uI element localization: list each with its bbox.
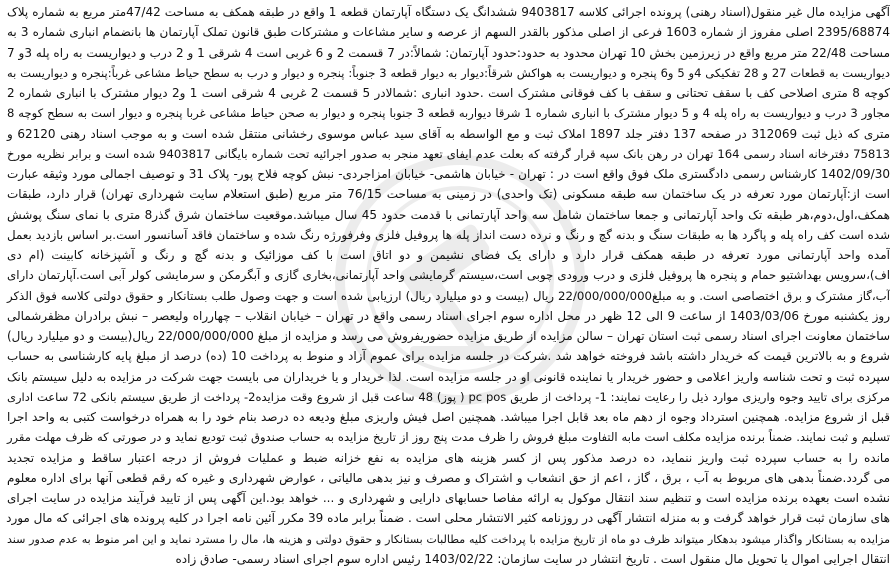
notice-line-text: آگهی مزایده مال غیر منقول(اسناد رهنی) پرونده اجرائی کلاسه 9403817 ششدانگ یک دستگاه آپارتمان قطعه 1 واقع در طبقه همکف به مساحت 47/42متر مربع به شماره پلاک xyxy=(7,5,890,19)
notice-line-text: های سازمان ثبت قرار خواهد گرفت و به منزله انتشار آگهی در روزنامه کثیر الانتشار محلی است . ضمناً برابر ماده 39 مکرر آئین نامه اجرا در کلیه پرونده های اجرائی که مال مورد xyxy=(6,511,890,526)
notice-line xyxy=(6,124,890,144)
notice-line-text: دیواریست به قطعات 27 و 28 تفکیکی 4و 5 و6 پنجره و دیواریست به هواکش شرقاً:دیوار به دیوار قطعه 3 جنوباً: پنجره و دیوار و درب به سطح حیاط مشاعی غرباً:پنجره و دیواریست به xyxy=(7,65,890,80)
notice-line-text: آب،گاز مشترک و برق اختصاصی است. و به مبلغ22/000/000/000 ریال (بیست و دو میلیارد ریال) ارزیابی شده است و جهت وصول طلب بستانکار و حقوق دولتی کلاسه فوق الذکر xyxy=(7,288,890,303)
notice-line xyxy=(6,387,890,407)
notice-line xyxy=(6,184,890,204)
notice-line-text: شده است کف راه پله و پاگرد ها به طبقات سنگ و بدنه گچ و رنگ و نرده دست انداز پله ها پروفیل فلزی وفرفورژه رنگ شده و ساختمان فاقد آسانسور است.بر اساس بازدید بعمل xyxy=(7,227,890,242)
notice-line xyxy=(6,103,890,123)
notice-last-line xyxy=(6,549,890,569)
notice-line xyxy=(6,83,890,103)
notice-line-text: 2395/68874 اصلی مفروز از شماره 1603 فرعی از اصلی مذکور بالقدر السهم از عرصه و سایر مشاعات و مشترکات طبق قانون تملک آپارتمان ها بانضمام انباری شماره 3 به xyxy=(6,25,890,40)
notice-line-text: روز یکشنبه مورخ 1403/03/06 از ساعت 9 الی 12 ظهر در محل اداره سوم اجرای اسناد رسمی واقع در تهران – خیابان انقلاب – چهارراه ولیعصر – نبش برادران مظفرشمالی xyxy=(7,308,890,323)
notice-line-text: متری که ذیل ثبت 312069 در صفحه 137 دفتر جلد 1897 املاک ثبت و مع الواسطه به آقای سید عباس موسوی رخشانی منتقل شده است و به موجب اسناد رهنی 62120 و xyxy=(7,126,890,141)
notice-line xyxy=(6,508,890,528)
notice-line-text: سپرده ثبت و تحت شناسه واریز اعلامی و حضور خریدار یا نماینده قانونی او در جلسه مزایده است. لذا خریدار و یا خریداران می بایست جهت شرکت در مزایده به دلیل سیستم بانک xyxy=(7,369,890,384)
notice-line xyxy=(6,306,890,326)
notice-line xyxy=(6,63,890,83)
notice-line-text: مزایده به بستانکار واگذار میشود بدهکار میتواند ظرف دو ماه از تاریخ مزایده با پرداخت کلیه مطالبات بستانکار و حقوق دولتی و هزینه ها، مال را مسترد نماید و این امر منوط به عدم صدور سند xyxy=(7,532,890,546)
notice-line xyxy=(6,245,890,265)
notice-line-text: انتقال اجرایی اموال یا تحویل مال منقول است . تاریخ انتشار در سایت سازمان: 1403/02/22 رئیس اداره سوم اجرای اسناد رسمی- صادق زاده xyxy=(175,551,890,566)
notice-line xyxy=(6,286,890,306)
notice-line-text: ساختمان معاونت اجرای اسناد رسمی ثبت استان تهران – سالن مزایده از طریق مزایده حضوریفروش می رسد و مزایده از مبلغ 22/000/000/000 ریال(بیست و دو میلیارد ریال) xyxy=(7,329,890,343)
notice-line xyxy=(6,326,890,346)
auction-notice-text xyxy=(6,2,890,569)
notice-line-text: شروع و به بالاترین قیمت که خریدار داشته باشد فروخته خواهد شد .شرکت در جلسه مزایده برای عموم آزاد و منوط به پرداخت 10 (ده) درصد از مبلغ پایه کارشناسی به حساب xyxy=(6,349,890,364)
notice-line-text: مجاور 3 درب و دیواریست به راه پله 4 و 5 دیوار مشترک با انباری شماره 1 شرقا دیواربه قطعه 3 جنوبا پنجره و دیوار به صحن حیاط مشاعی غربا پنجره و دیوار است به سطح کوچه 8 xyxy=(6,106,890,121)
notice-line xyxy=(6,2,890,22)
notice-line-text: مساحت 22/48 متر مربع واقع در زیرزمین بخش 10 تهران محدود به حدود:حدود آپارتمان: شمالاً:در 7 قسمت 2 و 6 غربی است 4 شرقی 1 و 2 درب و دیواریست به راه پله 3و 7 xyxy=(7,45,890,60)
notice-line xyxy=(6,43,890,63)
notice-line xyxy=(6,346,890,366)
notice-line xyxy=(6,265,890,285)
notice-line xyxy=(6,407,890,427)
notice-line xyxy=(6,22,890,42)
notice-line-text: آمده واحد آپارتمانی مورد تعرفه در طبقه همکف قرار دارد و دارای یک فضای نشیمن و دو اتاق است با کف موزائیک و بدنه گچ و رنگ و آشپزخانه کابینت (ام دی xyxy=(6,248,890,262)
notice-line xyxy=(6,448,890,468)
notice-line xyxy=(6,144,890,164)
notice-line xyxy=(6,529,890,549)
notice-line-text: مانده را به حساب سپرده ثبت واریز ننماید، ده درصد مذکور پس از کسر هزینه های مزایده به نفع خزانه ضبط و عملیات فروش از درجه اعتبار ساقط و مزایده تجدید xyxy=(7,450,890,465)
notice-line-text: است از:آپارتمان مورد تعرفه در یک ساختمان سه طبقه مسکونی (تک واحدی) در زمینی به مساحت 76/15 متر مربع (طبق استعلام سایت شهرداری تهران) قرار دارد، طبقات xyxy=(7,187,890,202)
notice-line xyxy=(6,205,890,225)
notice-line-text: تسلیم و ثبت نمایند. ضمناً برنده مزایده مکلف است مابه التفاوت مبلغ فروش را ظرف مدت پنج روز از تاریخ مزایده به حساب صندوق ثبت تودیع نماید و در صورتی که ظرف مهلت مقرر xyxy=(6,430,890,445)
notice-line-text: 75813 دفترخانه اسناد رسمی 164 تهران در رهن بانک سپه قرار گرفته که بعلت عدم ایفای تعهد منجر به صدور اجرائیه تحت شماره بایگانی 9403817 شده است و برابر نظریه مورخ xyxy=(6,146,890,161)
notice-line xyxy=(6,468,890,488)
notice-line-text: می گردد.ضمناً بدهی های مربوط به آب ، برق ، گاز ، اعم از حق انشعاب و اشتراک و مصرف و نیز بدهی مالیاتی ، عوارض شهرداری و غیره که رقم قطعی آنها برای اداره معلوم xyxy=(7,470,890,485)
notice-line-text: کوچه 8 متری اصلاحی کف با سقف تحتانی و سقف با کف فوقانی مشترک است .حدود انباری :شمالادر 5 قسمت 2 غربی 4 شرقی است 1 و2 دیوار مشترک با انباری شماره 2 xyxy=(6,86,890,100)
notice-line-text: قبل از شروع مزایده. همچنین استرداد وجوه از دهم ماه بعد قابل اجرا میباشد. همچنین اصل فیش واریزی مبلغ ودیعه ده درصد بنام خود را به همراه درخواست کتبی به واحد اجرا xyxy=(7,410,890,424)
notice-line-text: همکف،اول،دوم،هر طبقه تک واحد آپارتمانی و جمعا ساختمان شامل سه واحد آپارتمانی با قدمت حدود 45 سال میباشد.موقعیت ساختمان شرق گذر8 متری با نمای سنگ پوشش xyxy=(6,207,890,222)
notice-line xyxy=(6,427,890,447)
notice-line xyxy=(6,225,890,245)
notice-line xyxy=(6,488,890,508)
notice-line-text: مرکزی برای تایید وجوه واریزی موارد ذیل را رعایت نمایند: 1- پرداخت از طریق pc pos ( پوز) 48 ساعت قبل از شروع وقت مزایده2- پرداخت از طریق سیستم بانکی 72 ساعت اداری xyxy=(7,389,890,404)
notice-line xyxy=(6,164,890,184)
notice-line xyxy=(6,367,890,387)
notice-line-text: اف)،سرویس بهداشتیو حمام و پنجره ها پروفیل فلزی و درب ورودی چوبی است،سیستم گرمایشی واحد آپارتمانی،بخاری گازی و آبگرمکن و سرمایشی کولر آبی است.آپارتمان دارای xyxy=(6,268,890,283)
notice-line-text: نشده است بعهده برنده مزایده است و تنظیم سند انتقال موکول به ارائه مفاصا حسابهای دارایی و شهرداری و ... خواهد بود.این آگهی پس از تایید فرآیند مزایده در سایت اجرای xyxy=(6,491,890,505)
notice-line-text: 1402/09/30 کارشناس رسمی دادگستری ملک فوق واقع است در : تهران - خیابان هاشمی- خیابان امزاجردی- نبش کوچه فلاح پور- پلاک 31 و توصیف اجمالی مورد وثیقه عبارت xyxy=(7,167,890,181)
